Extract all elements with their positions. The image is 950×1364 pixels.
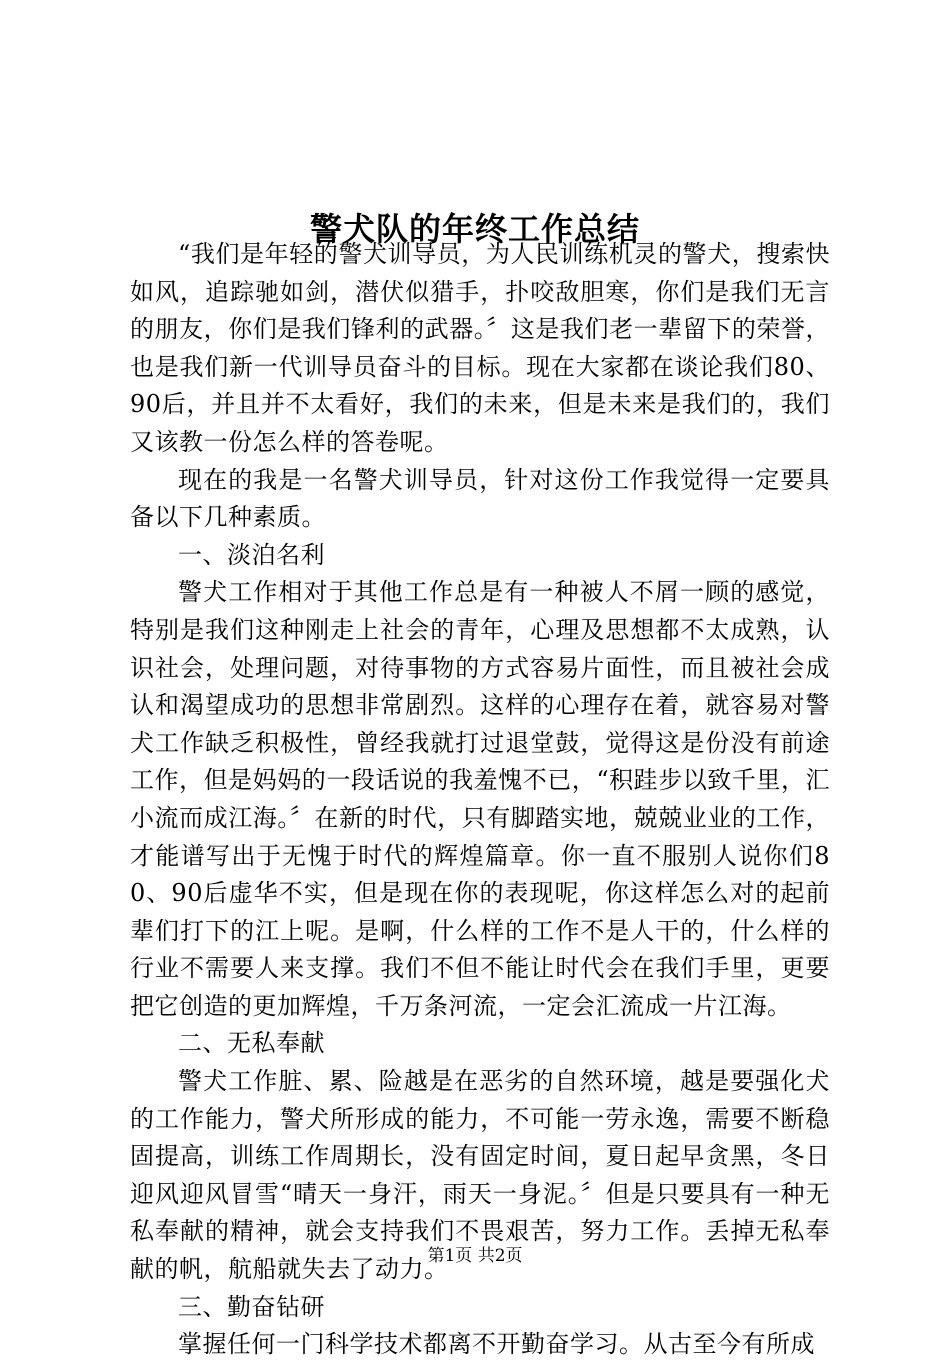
document-title: 警犬队的年终工作总结 (309, 210, 640, 249)
section-paragraph: 警犬工作脏、累、险越是在恶劣的自然环境，越是要强化犬的工作能力，警犬所形成的能力，不可能一劳永逸，需要不断稳固提高，训练工作周期长，没有固定时间，夏日起早贪黑，冬日迎风迎风冒雪“晴天一身汗，雨天一身泥。〞但是只要具有一种无私奉献的精神，就会支持我们不畏艰苦，努力工作。丢掉无私奉献的帆，航船就失去了动力。 (130, 1067, 830, 1284)
qualities-intro-paragraph: 现在的我是一名警犬训导员，针对这份工作我觉得一定要具备以下几种素质。 (130, 465, 830, 532)
section-heading: 一、淡泊名利 (178, 540, 325, 569)
intro-paragraph: “我们是年轻的警犬训导员，为人民训练机灵的警犬，搜索快如风，追踪驰如剑，潜伏似猎手，扑咬敌胆寒，你们是我们无言的朋友，你们是我们锋利的武器。〞这是我们老一辈留下的荣誉，也是我们新一代训导员奋斗的目标。现在大家都在谈论我们80、90后，并且并不太看好，我们的未来，但是未来是我们的，我们又该教一份怎么样的答卷呢。 (130, 240, 830, 456)
section-heading: 二、无私奉献 (178, 1029, 325, 1058)
section-paragraph: 掌握任何一门科学技术都离不开勤奋学习。从古至今有所成 (178, 1330, 815, 1359)
section-paragraph: 警犬工作相对于其他工作总是有一种被人不屑一顾的感觉，特别是我们这种刚走上社会的青年，心理及思想都不太成熟，认识社会，处理问题，对待事物的方式容易片面性，而且被社会成认和渴望成功的思想非常剧烈。这样的心理存在着，就容易对警犬工作缺乏积极性，曾经我就打过退堂鼓，觉得这是份没有前途工作，但是妈妈的一段话说的我羞愧不已，“积跬步以致千里，汇小流而成江海。〞在新的时代，只有脚踏实地，兢兢业业的工作，才能谱写出于无愧于时代的辉煌篇章。你一直不服别人说你们80、90后虚华不实，但是现在你的表现呢，你这样怎么对的起前辈们打下的江上呢。是啊，什么样的工作不是人干的，什么样的行业不需要人来支撑。我们不但不能让时代会在我们手里，更要把它创造的更加辉煌，千万条河流，一定会汇流成一片江海。 (130, 578, 830, 1020)
document-body (130, 236, 830, 1364)
page-footer: 第1页 共2页 (427, 1246, 523, 1266)
section-heading: 三、勤奋钻研 (178, 1292, 325, 1321)
